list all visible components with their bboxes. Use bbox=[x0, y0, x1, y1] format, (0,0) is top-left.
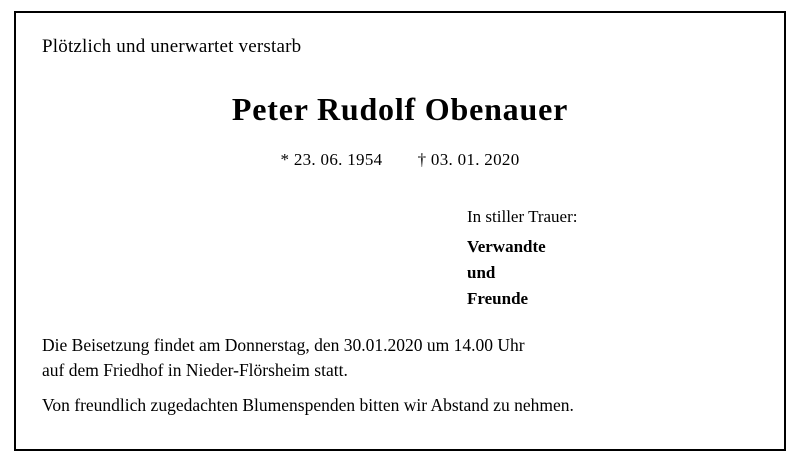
mourners-line-2: und bbox=[467, 263, 496, 282]
funeral-line-2: auf dem Friedhof in Nieder-Flörsheim statt. bbox=[42, 360, 348, 380]
death-date: † 03. 01. 2020 bbox=[417, 150, 520, 169]
life-dates bbox=[42, 150, 758, 170]
mourners-line-3: Freunde bbox=[467, 289, 529, 308]
mourners-block bbox=[42, 204, 758, 312]
funeral-line-1: Die Beisetzung findet am Donnerstag, den 30.01.2020 um 14.00 Uhr bbox=[42, 335, 525, 355]
notice-content bbox=[42, 34, 758, 436]
birth-date: * 23. 06. 1954 bbox=[280, 150, 383, 169]
mourners-line-1: Verwandte bbox=[467, 237, 546, 256]
funeral-details bbox=[42, 333, 758, 418]
mourners-lead: In stiller Trauer: bbox=[467, 207, 578, 226]
deceased-name: Peter Rudolf Obenauer bbox=[231, 91, 569, 127]
intro-text: Plötzlich und unerwartet verstarb bbox=[42, 36, 302, 57]
funeral-line-3: Von freundlich zugedachten Blumenspenden bitten wir Abstand zu nehmen. bbox=[42, 395, 574, 415]
